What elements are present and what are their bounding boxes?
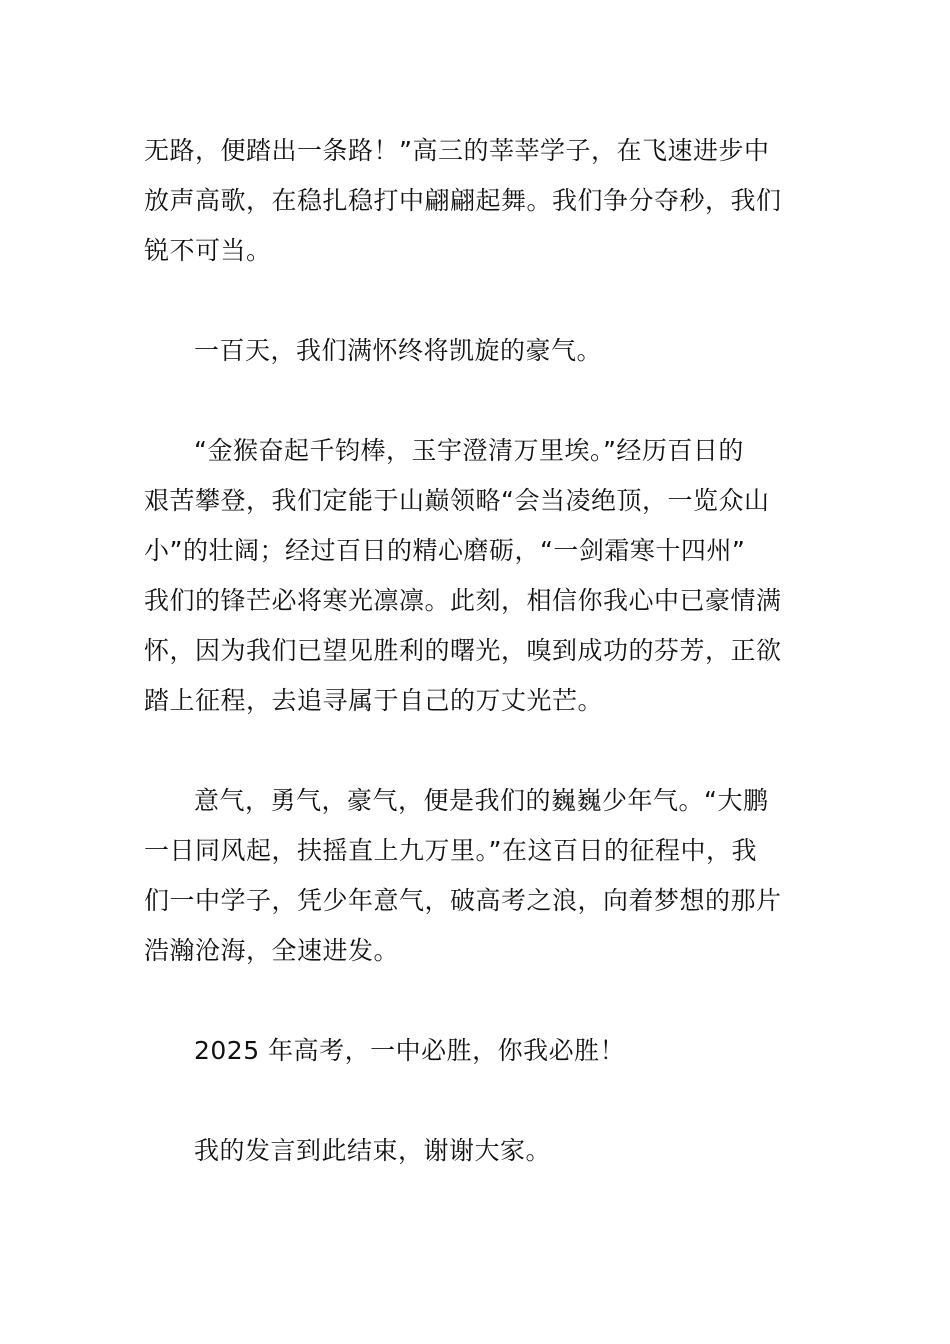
p1-line-2: 放声高歌，在稳扎稳打中翩翩起舞。我们争分夺秒，我们 xyxy=(144,186,782,215)
p1-line-3: 锐不可当。 xyxy=(144,236,272,265)
p2-line-1: 一百天，我们满怀终将凯旋的豪气。 xyxy=(194,336,603,365)
p5-line-1: 2025 年高考，一中必胜，你我必胜！ xyxy=(194,1036,626,1065)
p4-line-4: 浩瀚沧海，全速进发。 xyxy=(144,936,400,965)
p3-line-2: 艰苦攀登，我们定能于山巅领略“会当凌绝顶，一览众山 xyxy=(144,486,770,515)
p4-line-3: 们一中学子，凭少年意气，破高考之浪，向着梦想的那片 xyxy=(144,886,782,915)
p4-line-2: 一日同风起，扶摇直上九万里。”在这百日的征程中，我 xyxy=(144,836,757,865)
p3-line-1: “金猴奋起千钧棒，玉宇澄清万里埃。”经历百日的 xyxy=(194,436,744,465)
p1-line-1: 无路，便踏出一条路！”高三的莘莘学子，在飞速进步中 xyxy=(144,136,770,165)
p3-line-3: 小”的壮阔；经过百日的精心磨砺，“一剑霜寒十四州” xyxy=(144,536,746,565)
p4-line-1: 意气，勇气，豪气，便是我们的巍巍少年气。“大鹏 xyxy=(194,786,769,815)
p3-line-4: 我们的锋芒必将寒光凛凛。此刻，相信你我心中已豪情满 xyxy=(144,586,782,615)
p3-line-5: 怀，因为我们已望见胜利的曙光，嗅到成功的芬芳，正欲 xyxy=(144,636,782,665)
p3-line-6: 踏上征程，去追寻属于自己的万丈光芒。 xyxy=(144,686,604,715)
p6-line-1: 我的发言到此结束，谢谢大家。 xyxy=(194,1136,552,1165)
